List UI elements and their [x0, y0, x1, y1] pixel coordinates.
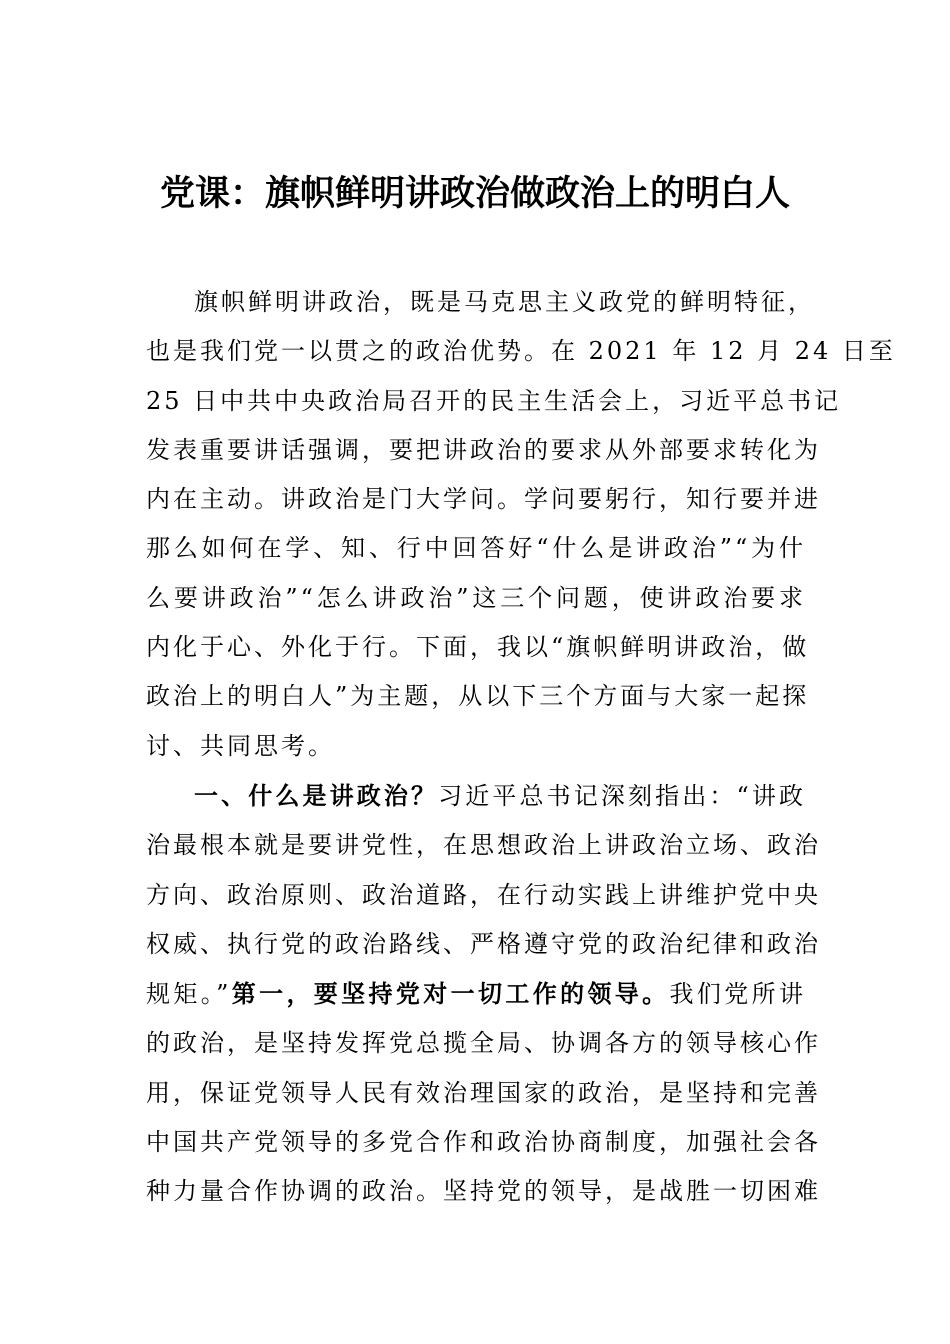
- text-line: 也是我们党一以贯之的政治优势。在 2021 年 12 月 24 日至: [146, 337, 896, 366]
- text-line: 种力量合作协调的政治。坚持党的领导，是战胜一切困难: [146, 1177, 821, 1206]
- text-line: 那么如何在学、知、行中回答好“什么是讲政治”“为什: [146, 534, 806, 563]
- text-line: 讨、共同思考。: [146, 731, 335, 760]
- text-line: 政治上的明白人”为主题，从以下三个方面与大家一起探: [146, 682, 810, 711]
- intro-paragraph: [146, 278, 896, 771]
- text-line: 内在主动。讲政治是门大学问。学问要躬行，知行要并进: [146, 485, 821, 514]
- text-line: 内化于心、外化于行。下面，我以“旗帜鲜明讲政治，做: [146, 633, 810, 662]
- section-heading: 一、什么是讲政治？: [194, 780, 439, 810]
- text-line: 的政治，是坚持发挥党总揽全局、协调各方的领导核心作: [146, 1029, 821, 1058]
- text-line: 发表重要讲话强调，要把讲政治的要求从外部要求转化为: [146, 435, 821, 464]
- text-line: 方向、政治原则、政治道路，在行动实践上讲维护党中央: [146, 880, 821, 909]
- text-line: 么要讲政治”“怎么讲政治”这三个问题，使讲政治要求: [146, 583, 806, 612]
- text-line: [146, 771, 806, 821]
- text-span: 习近平总书记深刻指出：“讲政: [438, 781, 807, 810]
- text-line: 旗帜鲜明讲政治，既是马克思主义政党的鲜明特征，: [194, 288, 815, 316]
- text-line: 权威、执行党的政治路线、严格遵守党的政治纪律和政治: [146, 929, 821, 958]
- document-title: 党课：旗帜鲜明讲政治做政治上的明白人: [159, 173, 790, 214]
- document-body: [146, 278, 896, 1217]
- text-line: 治最根本就是要讲党性，在思想政治上讲政治立场、政治: [146, 831, 821, 860]
- text-line: 中国共产党领导的多党合作和政治协商制度，加强社会各: [146, 1128, 821, 1157]
- text-line: [146, 969, 806, 1019]
- text-span: 我们党所讲: [669, 980, 806, 1009]
- text-line: 用，保证党领导人民有效治理国家的政治，是坚持和完善: [146, 1078, 821, 1107]
- bold-point: 第一，要坚持党对一切工作的领导。: [231, 979, 670, 1009]
- text-line: 25 日中共中央政治局召开的民主生活会上，习近平总书记: [146, 386, 842, 415]
- text-span: 规矩。”: [146, 980, 232, 1009]
- section-one-paragraph: [146, 771, 821, 1217]
